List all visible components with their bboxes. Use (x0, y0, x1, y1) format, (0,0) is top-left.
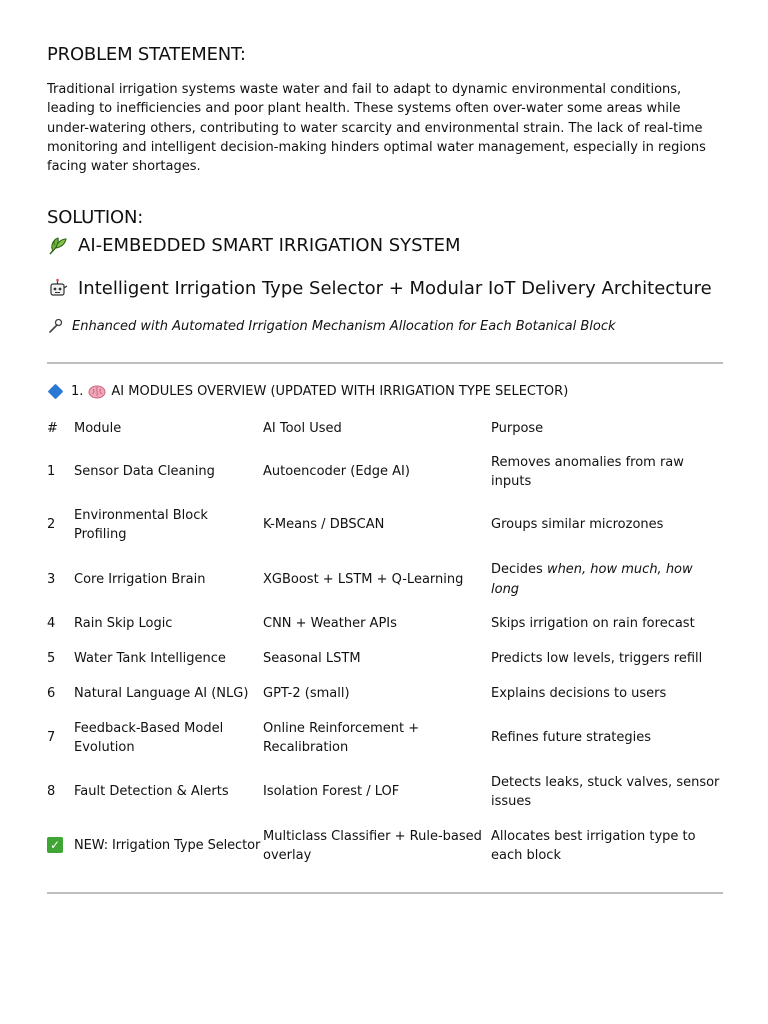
section-heading (47, 384, 568, 399)
row-number: 2 (47, 517, 56, 533)
table-row (47, 640, 723, 677)
row-module: NEW: Irrigation Type Selector (74, 838, 261, 854)
row-tool: K-Means / DBSCAN (263, 517, 385, 533)
row-tool: Multiclass Classifier + Rule-based overlay (263, 828, 482, 863)
row-tool: Isolation Forest / LOF (263, 784, 400, 800)
row-module: Environmental Block Profiling (74, 507, 208, 542)
row-module: Sensor Data Cleaning (74, 464, 215, 480)
row-purpose: Removes anomalies from raw inputs (491, 454, 684, 489)
row-module: Water Tank Intelligence (74, 650, 226, 666)
table-row (47, 766, 723, 818)
solution-heading: SOLUTION: (47, 207, 144, 228)
row-number: 4 (47, 615, 56, 631)
ai-modules-table (47, 410, 723, 874)
problem-heading: PROBLEM STATEMENT: (47, 44, 246, 65)
row-number: 1 (47, 464, 56, 480)
header-purpose: Purpose (491, 420, 544, 436)
header-number: # (47, 420, 58, 436)
purpose-prefix: Decides (491, 562, 547, 578)
row-purpose: Allocates best irrigation type to each block (491, 828, 696, 863)
row-number: 3 (47, 571, 56, 587)
row-purpose: Groups similar microzones (491, 517, 664, 533)
row-module: Core Irrigation Brain (74, 571, 206, 587)
row-tool: XGBoost + LSTM + Q-Learning (263, 571, 464, 587)
check-mark-icon: ✓ (47, 837, 63, 853)
table-row (47, 498, 723, 552)
divider (47, 892, 723, 894)
problem-text: Traditional irrigation systems waste water and fail to adapt to dynamic environmental conditions, leading to inefficiencies and poor plant health. These systems often over-water some areas while under-watering others, contributing to water scarcity and environmental strain. The lack of real-time monitoring and intelligent decision-making hinders optimal water management, especially in regions facing water shortages. (47, 82, 706, 175)
row-number (47, 818, 74, 874)
table-row (47, 552, 723, 607)
row-tool: Seasonal LSTM (263, 650, 361, 666)
purpose-emphasis: when, how much, how long (491, 562, 693, 597)
robot-icon (47, 277, 69, 299)
solution-title-text: AI-EMBEDDED SMART IRRIGATION SYSTEM (78, 234, 461, 256)
table-row (47, 446, 723, 498)
row-purpose: Skips irrigation on rain forecast (491, 615, 695, 631)
section-title: AI MODULES OVERVIEW (UPDATED WITH IRRIGATION TYPE SELECTOR) (111, 384, 569, 399)
row-module: Fault Detection & Alerts (74, 784, 229, 800)
row-purpose: Explains decisions to users (491, 685, 667, 701)
wrench-icon (47, 318, 63, 334)
table-header-row (47, 410, 723, 446)
row-number: 6 (47, 685, 56, 701)
row-module: Feedback-Based Model Evolution (74, 720, 224, 755)
row-purpose: Predicts low levels, triggers refill (491, 650, 703, 666)
brain-icon (88, 385, 106, 399)
table-row (47, 818, 723, 874)
row-purpose (491, 552, 723, 607)
row-tool: Online Reinforcement + Recalibration (263, 720, 420, 755)
blue-diamond-icon (48, 384, 64, 400)
row-tool: CNN + Weather APIs (263, 615, 397, 631)
row-module: Natural Language AI (NLG) (74, 685, 249, 701)
enhanced-note-text: Enhanced with Automated Irrigation Mechanism Allocation for Each Botanical Block (72, 318, 616, 334)
header-ai-tool: AI Tool Used (263, 420, 342, 436)
row-module: Rain Skip Logic (74, 615, 173, 631)
row-tool: Autoencoder (Edge AI) (263, 464, 410, 480)
divider (47, 362, 723, 364)
enhanced-note (47, 318, 616, 334)
table-row (47, 607, 723, 640)
row-purpose: Refines future strategies (491, 730, 652, 746)
table-row (47, 710, 723, 766)
solution-subtitle-text: Intelligent Irrigation Type Selector + Modular IoT Delivery Architecture (78, 277, 712, 299)
solution-title (47, 234, 461, 256)
solution-subtitle (47, 277, 712, 299)
row-tool: GPT-2 (small) (263, 685, 350, 701)
table-row (47, 677, 723, 710)
header-module: Module (74, 420, 122, 436)
row-number: 8 (47, 784, 56, 800)
herb-leaf-icon (47, 234, 69, 256)
section-number: 1. (71, 384, 84, 399)
row-number: 7 (47, 730, 56, 746)
row-number: 5 (47, 650, 56, 666)
row-purpose: Detects leaks, stuck valves, sensor issues (491, 774, 720, 809)
